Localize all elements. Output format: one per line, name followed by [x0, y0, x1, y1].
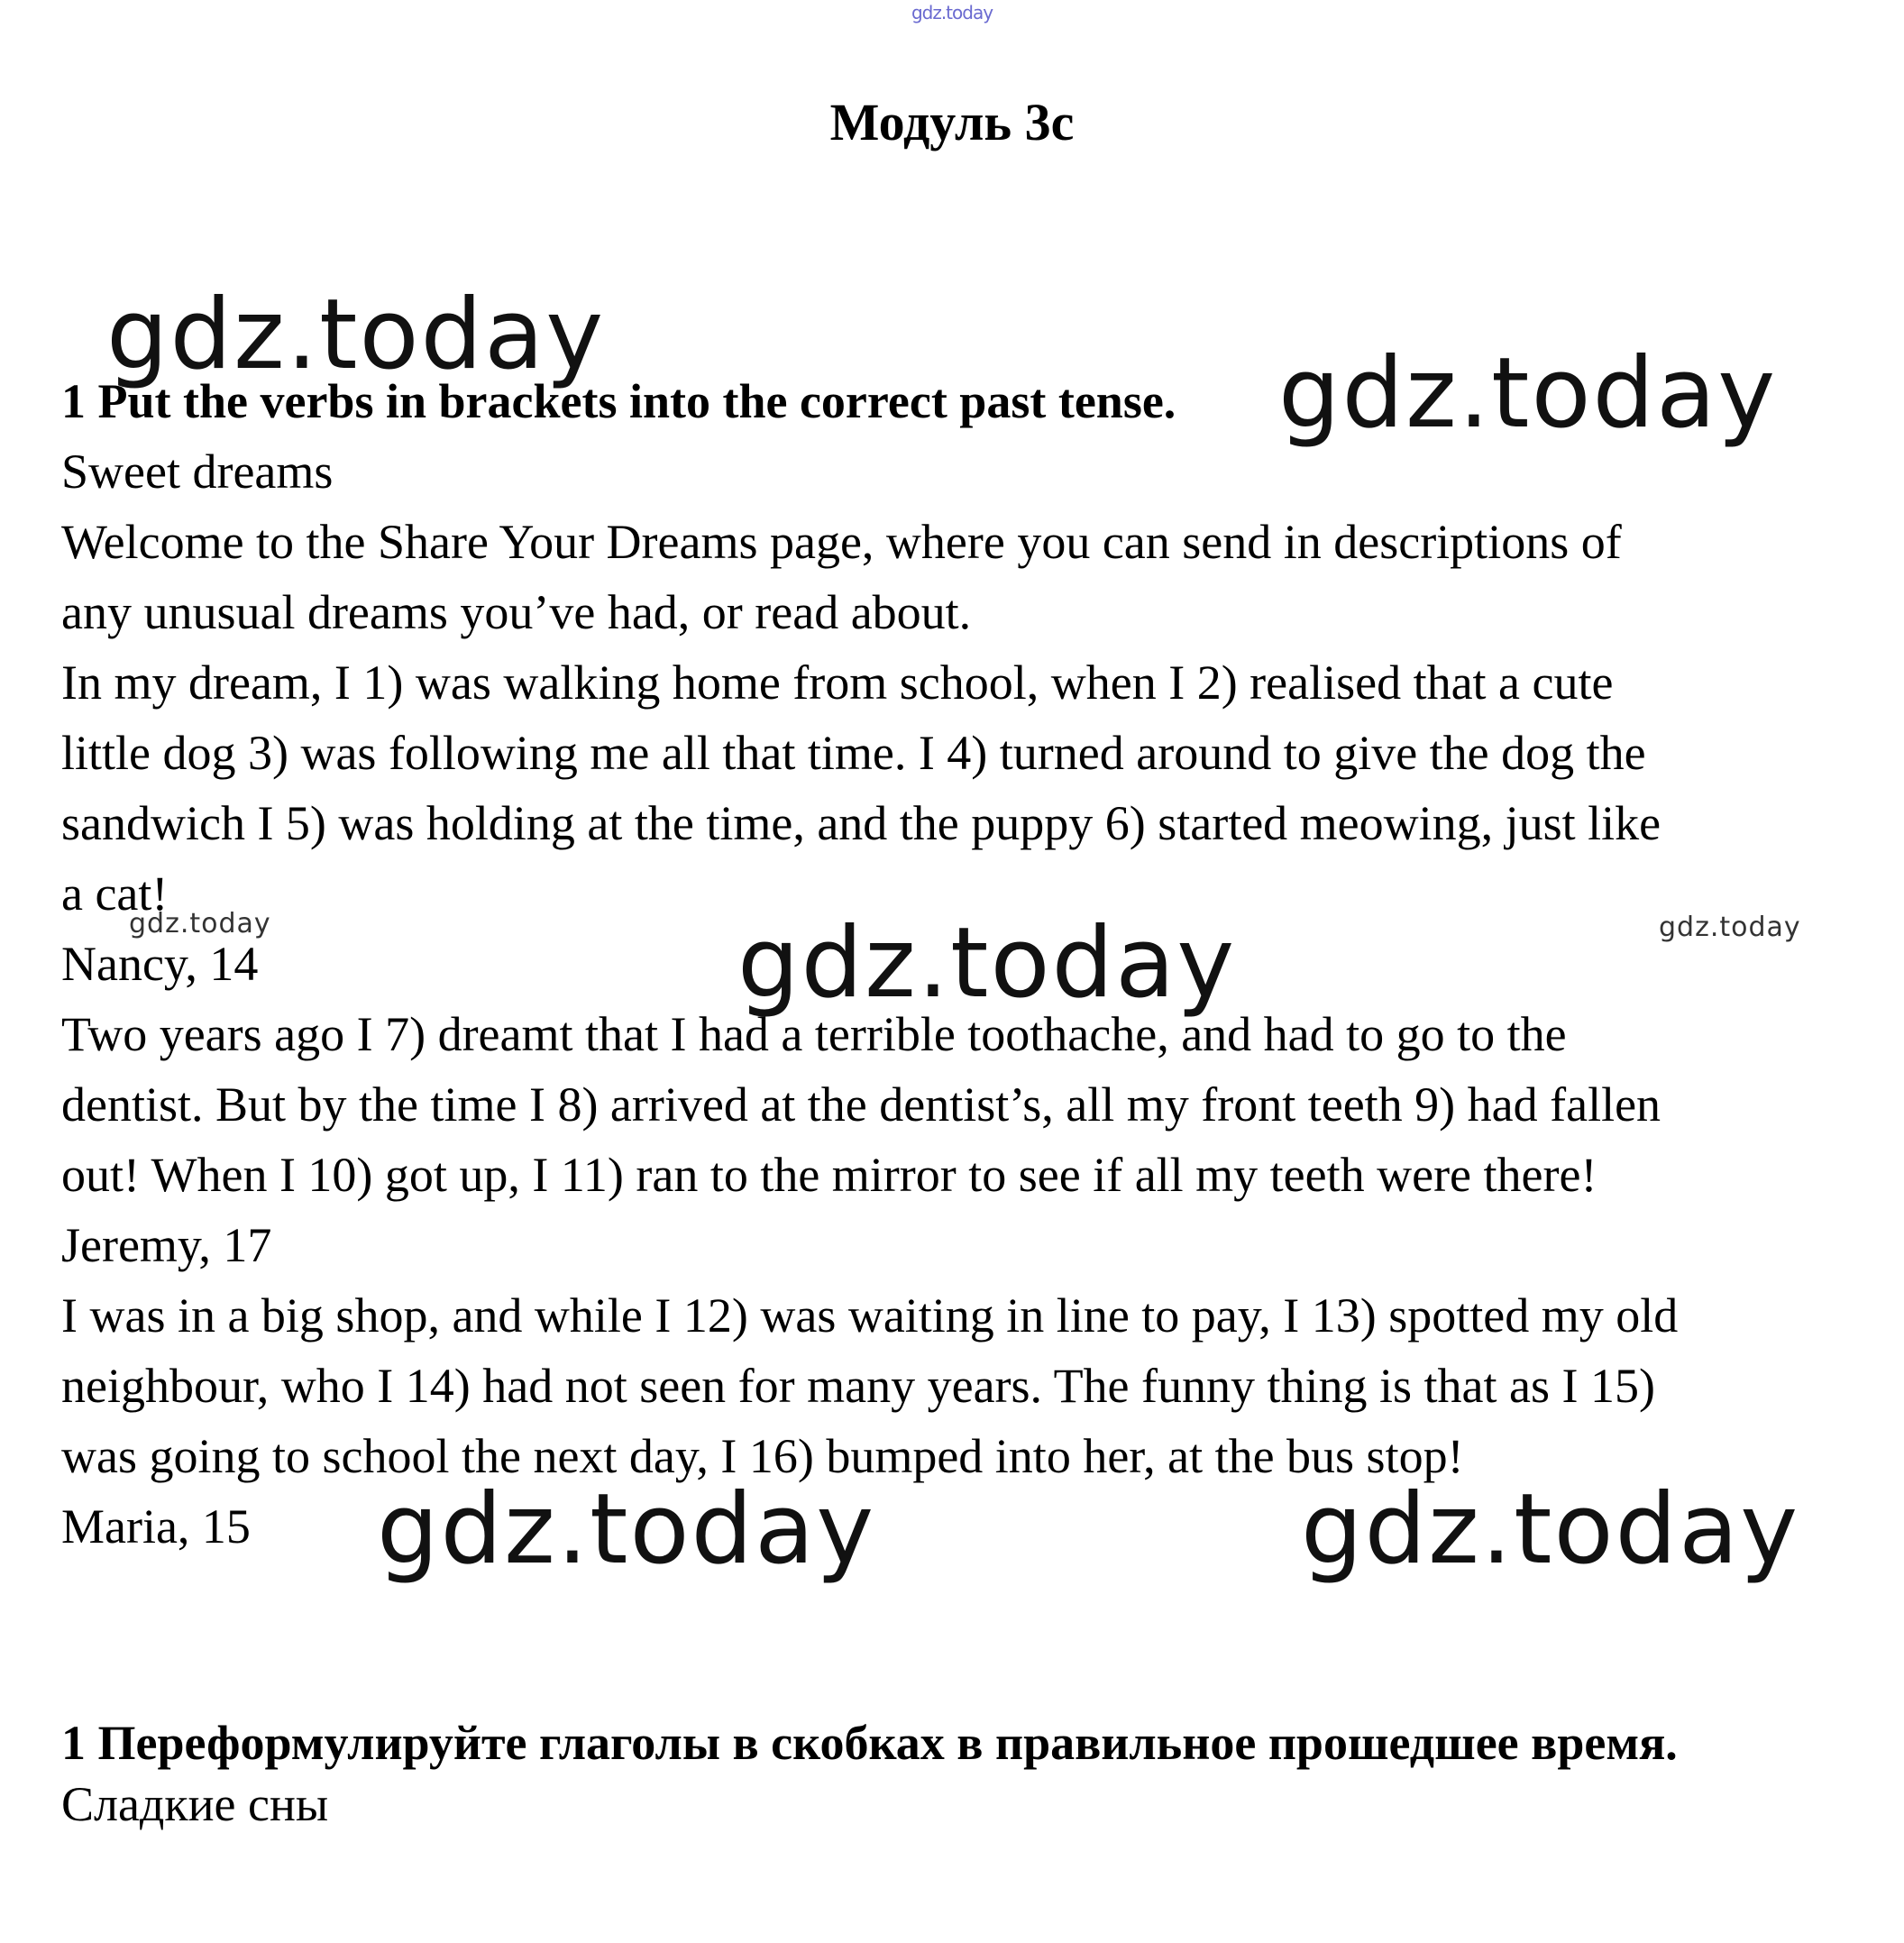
watermark: gdz.today — [737, 907, 1237, 1020]
watermark: gdz.today — [106, 279, 606, 391]
intro-line: Welcome to the Share Your Dreams page, where you can send in descriptions of — [61, 515, 1622, 569]
ru-task-heading: 1 Переформулируйте глаголы в скобках в правильное прошедшее время. — [61, 1716, 1678, 1770]
story-line: I was in a big shop, and while I 12) was waiting in line to pay, I 13) spotted my old — [61, 1288, 1679, 1343]
author-signature: Jeremy, 17 — [61, 1218, 272, 1272]
small-watermark: gdz.today — [1659, 912, 1801, 943]
task-heading: 1 Put the verbs in brackets into the correct past tense. — [61, 374, 1176, 428]
top-watermark: gdz.today — [911, 2, 993, 23]
watermark: gdz.today — [1301, 1473, 1800, 1586]
intro-line: any unusual dreams you’ve had, or read about. — [61, 585, 972, 639]
story-line: Two years ago I 7) dreamt that I had a terrible toothache, and had to go to the — [61, 1007, 1567, 1061]
story-line: little dog 3) was following me all that time. I 4) turned around to give the dog the — [61, 726, 1646, 780]
author-signature: Maria, 15 — [61, 1499, 251, 1553]
story-title: Sweet dreams — [61, 445, 334, 499]
story-line: was going to school the next day, I 16) bumped into her, at the bus stop! — [61, 1429, 1464, 1483]
author-signature: Nancy, 14 — [61, 937, 259, 991]
story-line: In my dream, I 1) was walking home from school, when I 2) realised that a cute — [61, 655, 1614, 710]
page-title: Модуль 3с — [829, 93, 1075, 151]
watermark: gdz.today — [377, 1473, 876, 1586]
watermark: gdz.today — [1278, 337, 1778, 450]
story-line: sandwich I 5) was holding at the time, and the puppy 6) started meowing, just like — [61, 796, 1661, 850]
story-line: a cat! — [61, 866, 169, 921]
small-watermark: gdz.today — [129, 908, 271, 939]
story-line: out! When I 10) got up, I 11) ran to the mirror to see if all my teeth were there! — [61, 1148, 1597, 1202]
story-line: neighbour, who I 14) had not seen for many years. The funny thing is that as I 15) — [61, 1359, 1655, 1413]
ru-story-title: Сладкие сны — [61, 1777, 329, 1831]
story-line: dentist. But by the time I 8) arrived at the dentist’s, all my front teeth 9) had fallen — [61, 1077, 1661, 1132]
